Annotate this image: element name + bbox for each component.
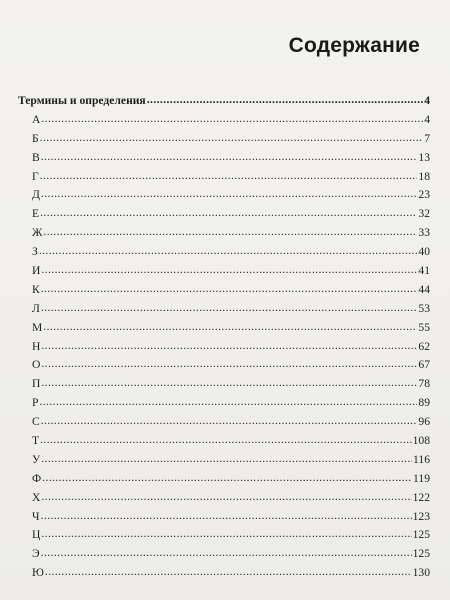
toc-entry-page: 23 (418, 188, 430, 202)
toc-entry-label: И (32, 264, 41, 278)
toc-entry[interactable] (18, 526, 430, 545)
toc-entry-page: 89 (418, 396, 430, 410)
dot-leader (41, 374, 417, 393)
toc-entry[interactable] (18, 451, 430, 470)
toc-entry-page: 55 (418, 320, 430, 334)
dot-leader (43, 318, 417, 337)
toc-entry[interactable] (18, 149, 430, 168)
toc-entry[interactable] (18, 545, 430, 564)
toc-entry[interactable] (18, 262, 430, 281)
toc-entry-label: С (32, 415, 40, 429)
dot-leader (43, 223, 417, 242)
toc-entry-page: 125 (412, 528, 430, 542)
toc-entry-label: М (32, 320, 43, 334)
toc-entry[interactable] (18, 432, 430, 451)
toc-entry[interactable] (18, 375, 430, 394)
dot-leader (39, 242, 418, 261)
toc-entry-label: О (32, 358, 41, 372)
toc-entry-label: А (32, 112, 41, 126)
toc-entry-page: 40 (418, 245, 430, 259)
dot-leader (42, 469, 412, 488)
toc-entry-label: Х (32, 490, 41, 504)
dot-leader (41, 525, 411, 544)
toc-entry-page: 96 (418, 415, 430, 429)
dot-leader (40, 204, 417, 223)
toc-entry[interactable] (18, 243, 430, 262)
toc-entry[interactable] (18, 508, 430, 527)
toc-entry-main[interactable] (18, 92, 430, 111)
toc-entry-label: Д (32, 188, 40, 202)
toc-entry[interactable] (18, 130, 430, 149)
toc-entry[interactable] (18, 319, 430, 338)
toc-entry-label: Г (32, 169, 39, 183)
toc-entry-page: 78 (418, 377, 430, 391)
toc-entry-page: 53 (418, 301, 430, 315)
toc-entry-label: Л (32, 301, 40, 315)
toc-entry[interactable] (18, 224, 430, 243)
toc-entry-label: Ф (32, 471, 42, 485)
toc-entry-label: Ж (32, 226, 43, 240)
dot-leader (41, 507, 412, 526)
dot-leader (39, 393, 417, 412)
toc-entry-label: Т (32, 434, 40, 448)
dot-leader (40, 167, 418, 186)
toc-entry[interactable] (18, 281, 430, 300)
dot-leader (41, 299, 418, 318)
toc-entry-label: Ц (32, 528, 41, 542)
toc-entry-page: 32 (418, 207, 430, 221)
toc-entry-label: З (32, 245, 38, 259)
toc-entry-label: Р (32, 396, 39, 410)
toc-entry[interactable] (18, 394, 430, 413)
dot-leader (41, 450, 412, 469)
dot-leader (41, 185, 417, 204)
table-of-contents (18, 92, 430, 583)
toc-entry-page: 122 (412, 490, 430, 504)
toc-entry-page: 4 (424, 94, 430, 107)
toc-entry[interactable] (18, 205, 430, 224)
toc-entry[interactable] (18, 489, 430, 508)
toc-entry-label: П (32, 377, 41, 391)
dot-leader (40, 431, 412, 450)
toc-entry-page: 18 (418, 169, 430, 183)
dot-leader (41, 148, 418, 167)
toc-entry-page: 13 (418, 150, 430, 164)
toc-entry[interactable] (18, 413, 430, 432)
toc-entry-page: 123 (412, 509, 430, 523)
toc-entry[interactable] (18, 186, 430, 205)
dot-leader (41, 280, 418, 299)
toc-entry-label: Термины и определения (18, 94, 146, 107)
toc-entry-page: 62 (418, 339, 430, 353)
toc-entry-page: 119 (413, 471, 430, 485)
dot-leader (45, 563, 412, 582)
toc-entry-page: 41 (418, 264, 430, 278)
toc-entry-page: 67 (418, 358, 430, 372)
dot-leader (40, 129, 424, 148)
toc-entry[interactable] (18, 300, 430, 319)
toc-entry-page: 116 (413, 452, 430, 466)
dot-leader (41, 261, 417, 280)
dot-leader (41, 337, 417, 356)
toc-entry-label: К (32, 282, 40, 296)
toc-entry-label: В (32, 150, 40, 164)
dot-leader (41, 488, 411, 507)
toc-entry[interactable] (18, 470, 430, 489)
dot-leader (41, 544, 412, 563)
dot-leader (147, 91, 423, 110)
dot-leader (41, 355, 417, 374)
toc-entry-label: Б (32, 131, 39, 145)
toc-entry-label: Ч (32, 509, 40, 523)
toc-letter-list (18, 111, 430, 583)
toc-entry-page: 7 (424, 131, 430, 145)
toc-entry[interactable] (18, 564, 430, 583)
dot-leader (41, 110, 423, 129)
toc-entry-page: 125 (412, 547, 430, 561)
dot-leader (41, 412, 418, 431)
toc-entry-page: 108 (412, 434, 430, 448)
toc-entry-page: 130 (412, 566, 430, 580)
toc-entry-label: Н (32, 339, 41, 353)
toc-entry-page: 44 (418, 282, 430, 296)
toc-entry[interactable] (18, 338, 430, 357)
toc-entry-label: Э (32, 547, 40, 561)
toc-entry-page: 33 (418, 226, 430, 240)
toc-entry[interactable] (18, 356, 430, 375)
toc-entry-page: 4 (424, 112, 430, 126)
toc-entry[interactable] (18, 168, 430, 187)
toc-entry-label: Е (32, 207, 40, 221)
page-title: Содержание (288, 34, 420, 57)
toc-entry-label: У (32, 452, 41, 466)
toc-entry[interactable] (18, 111, 430, 130)
toc-entry-label: Ю (32, 566, 44, 580)
